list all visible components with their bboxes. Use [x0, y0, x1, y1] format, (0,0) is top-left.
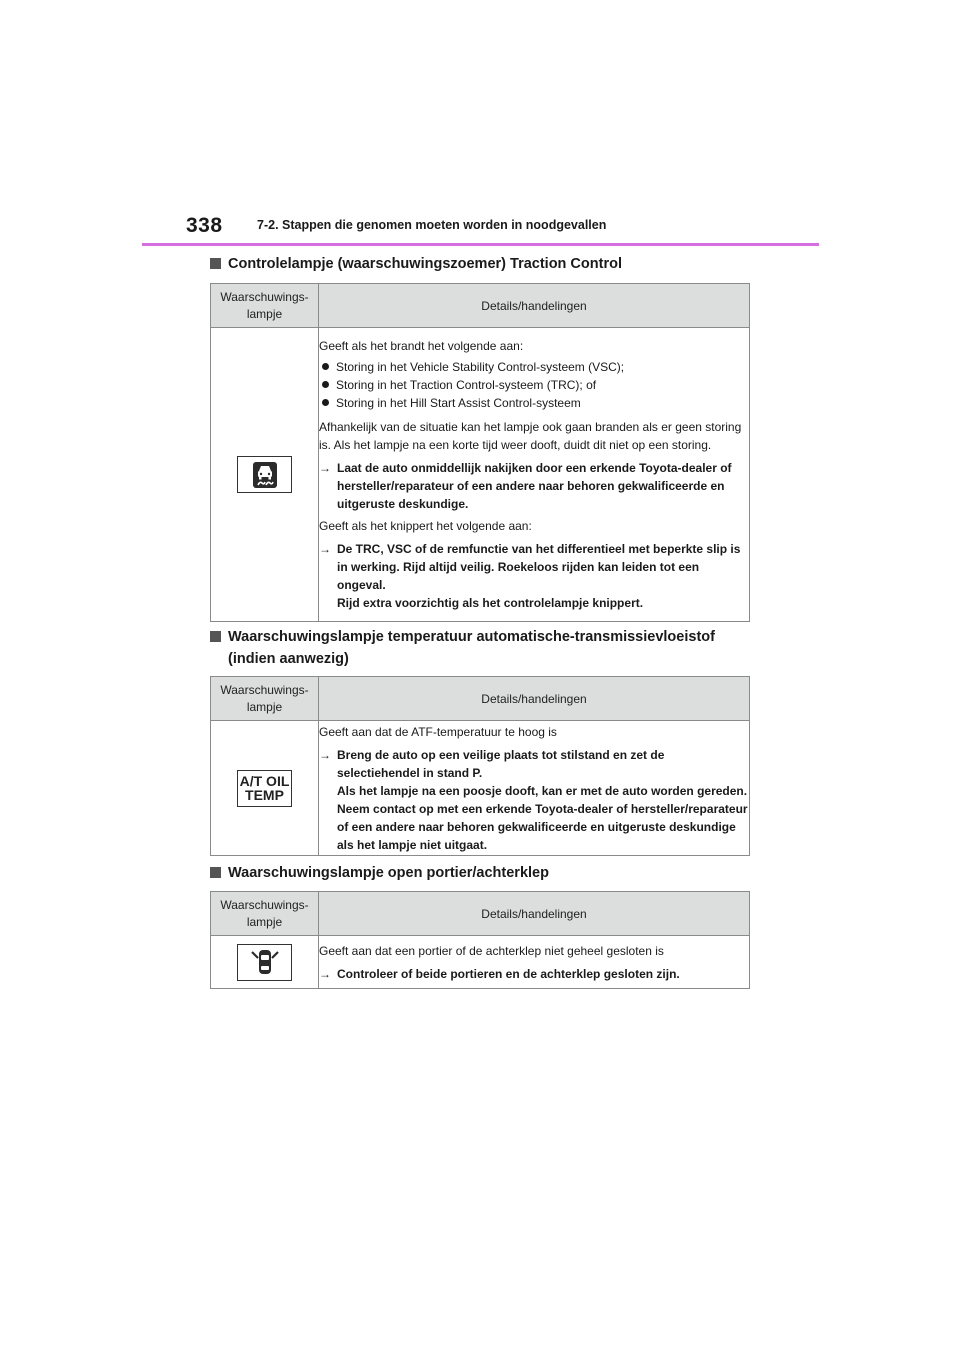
action-text: Laat de auto onmiddellijk nakijken door een erkende Toyota-dealer of hersteller/reparateur of een andere naar behoren gekwalificeerde en uitgeruste deskundige.: [337, 461, 732, 511]
icon-label-line: A/T OIL: [239, 773, 290, 789]
arrow-icon: →: [319, 461, 331, 475]
lamp-header-text: Waarschuwings- lampje: [220, 289, 309, 321]
action-instruction: [319, 540, 749, 612]
arrow-icon: →: [319, 542, 331, 556]
bullet-dot-icon: [322, 381, 329, 388]
action-instruction: [319, 459, 749, 513]
action-text-line: Als het lampje na een poosje dooft, kan er met de auto worden gereden. Neem contact op met een erkende Toyota-dealer of hersteller/reparateur of een andere naar behoren gekwalificeerde en uitgeruste deskundige als het lampje niet uitgaat.: [337, 783, 748, 852]
list-item: [319, 358, 749, 376]
details-header-text: Details/handelingen: [481, 906, 587, 921]
lamp-cell: [211, 328, 319, 622]
slip-indicator-icon: [237, 456, 292, 493]
column-header-lamp: [211, 677, 319, 721]
action-instruction: [319, 746, 749, 854]
lamp-cell: [211, 721, 319, 856]
details-header-text: Details/handelingen: [481, 691, 587, 706]
list-item: [319, 376, 749, 394]
column-header-details: [319, 892, 750, 936]
bullet-dot-icon: [322, 399, 329, 406]
at-oil-temp-icon: [237, 770, 292, 807]
details-cell: [319, 721, 750, 856]
section-heading-text: Waarschuwingslampje open portier/achterklep: [228, 865, 549, 881]
column-header-details: [319, 284, 750, 328]
atf-temperature-table: [210, 676, 750, 856]
list-item-text: Storing in het Traction Control-systeem (TRC); of: [336, 378, 597, 392]
icon-label-line: TEMP: [245, 787, 284, 803]
action-text: [337, 746, 749, 854]
detail-paragraph: Afhankelijk van de situatie kan het lampje ook gaan branden als er geen storing is. Als het lampje na een korte tijd weer dooft, duidt dit niet op een storing.: [319, 420, 742, 452]
details-cell: [319, 936, 750, 989]
square-bullet-icon: [210, 867, 221, 878]
action-text: Controleer of beide portieren en de achterklep gesloten zijn.: [337, 966, 680, 981]
action-text-line: De TRC, VSC of de remfunctie van het differentieel met beperkte slip is in werking. Rijd altijd veilig. Roekeloos rijden kan leiden tot een ongeval.: [337, 542, 741, 592]
page-number: 338: [186, 214, 223, 237]
section-heading-text: Waarschuwingslampje temperatuur automatische-transmissievloeistof (indien aanwezig): [228, 629, 715, 667]
section-heading-open-door: [210, 862, 549, 884]
chapter-title: 7-2. Stappen die genomen moeten worden in noodgevallen: [257, 218, 607, 232]
action-instruction: [319, 965, 749, 983]
open-door-table: [210, 891, 750, 989]
section-heading-traction: [210, 253, 622, 275]
list-item-text: Storing in het Hill Start Assist Control-systeem: [336, 396, 581, 410]
list-item: [319, 394, 749, 412]
lamp-header-text: Waarschuwings- lampje: [220, 682, 309, 714]
details-header-text: Details/handelingen: [481, 298, 587, 313]
header-rule: [142, 243, 819, 246]
section-heading-text: Controlelampje (waarschuwingszoemer) Traction Control: [228, 256, 622, 272]
column-header-lamp: [211, 892, 319, 936]
column-header-lamp: [211, 284, 319, 328]
arrow-icon: →: [319, 966, 331, 981]
lamp-cell: [211, 936, 319, 989]
details-cell: [319, 328, 750, 622]
arrow-icon: →: [319, 747, 331, 762]
square-bullet-icon: [210, 258, 221, 269]
column-header-details: [319, 677, 750, 721]
detail-intro-blinking: Geeft als het knippert het volgende aan:: [319, 519, 532, 533]
action-text-line: Rijd extra voorzichtig als het controlelampje knippert.: [337, 596, 644, 610]
detail-intro: Geeft als het brandt het volgende aan:: [319, 339, 524, 353]
lamp-header-text: Waarschuwings- lampje: [220, 897, 309, 929]
bullet-dot-icon: [322, 363, 329, 370]
action-text: [337, 540, 749, 612]
list-item-text: Storing in het Vehicle Stability Control-systeem (VSC);: [336, 360, 625, 374]
action-text-line: Breng de auto op een veilige plaats tot stilstand en zet de selectiehendel in stand P.: [337, 747, 665, 780]
section-heading-atf-temp: [210, 626, 740, 670]
open-door-icon: [237, 944, 292, 981]
traction-control-table: [210, 283, 750, 622]
detail-intro: Geeft aan dat de ATF-temperatuur te hoog is: [319, 724, 557, 739]
square-bullet-icon: [210, 631, 221, 642]
detail-intro: Geeft aan dat een portier of de achterklep niet geheel gesloten is: [319, 943, 664, 958]
